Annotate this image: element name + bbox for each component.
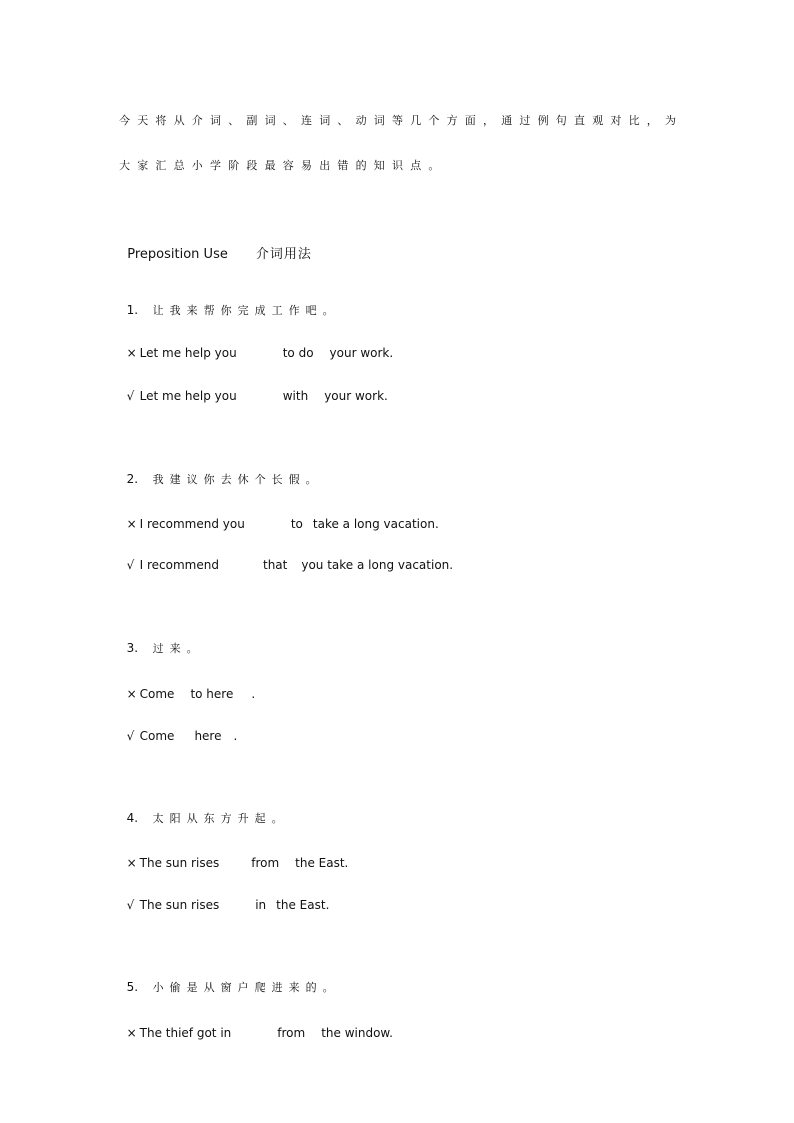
question-text: 过来。	[152, 642, 204, 655]
example-part-c: your work.	[324, 389, 388, 403]
question-5	[119, 963, 340, 996]
example-part-a: The sun rises	[139, 856, 220, 870]
example-right-1	[119, 372, 388, 404]
example-right-3	[119, 712, 237, 744]
example-part-c: the East.	[295, 856, 349, 870]
example-wrong-1	[119, 329, 393, 361]
example-part-a: I recommend	[139, 558, 219, 572]
question-text: 让我来帮你完成工作吧。	[152, 304, 340, 317]
example-part-a: The thief got in	[139, 1026, 232, 1040]
example-part-a: Let me help you	[139, 389, 237, 403]
example-part-c: take a long vacation.	[312, 517, 439, 531]
cross-mark-icon: ×	[126, 1026, 137, 1040]
check-mark-icon: √	[126, 389, 135, 403]
question-text: 小偷是从窗户爬进来的。	[152, 981, 340, 994]
question-number: 5.	[126, 980, 139, 994]
example-part-b: with	[282, 389, 309, 403]
question-text: 我建议你去休个长假。	[152, 473, 323, 486]
example-wrong-3	[119, 670, 255, 702]
example-part-c: you take a long vacation.	[301, 558, 454, 572]
example-part-a: Let me help you	[139, 346, 237, 360]
question-number: 1.	[126, 303, 139, 317]
example-wrong-2	[119, 500, 439, 532]
question-3	[119, 624, 204, 657]
example-part-b: in	[255, 898, 267, 912]
cross-mark-icon: ×	[126, 517, 137, 531]
example-part-a: I recommend you	[139, 517, 245, 531]
example-wrong-4	[119, 839, 348, 871]
example-part-c: the window.	[321, 1026, 393, 1040]
cross-mark-icon: ×	[126, 346, 137, 360]
question-1	[119, 286, 340, 319]
example-part-a: Come	[139, 687, 175, 701]
example-part-b: to	[290, 517, 303, 531]
question-number: 3.	[126, 641, 139, 655]
example-part-c: the East.	[276, 898, 330, 912]
example-part-b: here	[194, 729, 222, 743]
example-part-b: from	[277, 1026, 306, 1040]
section-heading	[119, 231, 312, 263]
check-mark-icon: √	[126, 729, 135, 743]
section-title-zh: 介词用法	[255, 247, 312, 262]
intro-line-2: 大家汇总小学阶段最容易出错的知识点。	[119, 159, 447, 172]
example-right-2	[119, 541, 453, 573]
cross-mark-icon: ×	[126, 687, 137, 701]
example-part-c: .	[233, 729, 238, 743]
question-text: 太阳从东方升起。	[152, 812, 289, 825]
example-wrong-5	[119, 1009, 393, 1041]
intro-line-1: 今天将从介词、副词、连词、动词等几个方面，通过例句直观对比，为	[119, 114, 684, 127]
check-mark-icon: √	[126, 558, 135, 572]
example-part-b: that	[262, 558, 288, 572]
section-title-en: Preposition Use	[127, 247, 228, 262]
example-part-a: Come	[139, 729, 175, 743]
cross-mark-icon: ×	[126, 856, 137, 870]
example-part-b: from	[251, 856, 280, 870]
example-part-b: to do	[282, 346, 314, 360]
check-mark-icon: √	[126, 898, 135, 912]
example-part-c: your work.	[329, 346, 394, 360]
question-4	[119, 794, 289, 827]
example-part-a: The sun rises	[139, 898, 220, 912]
example-part-c: .	[251, 687, 256, 701]
example-part-b: to here	[190, 687, 234, 701]
example-right-4	[119, 881, 329, 913]
question-number: 4.	[126, 811, 139, 825]
question-2	[119, 455, 323, 488]
question-number: 2.	[126, 472, 139, 486]
